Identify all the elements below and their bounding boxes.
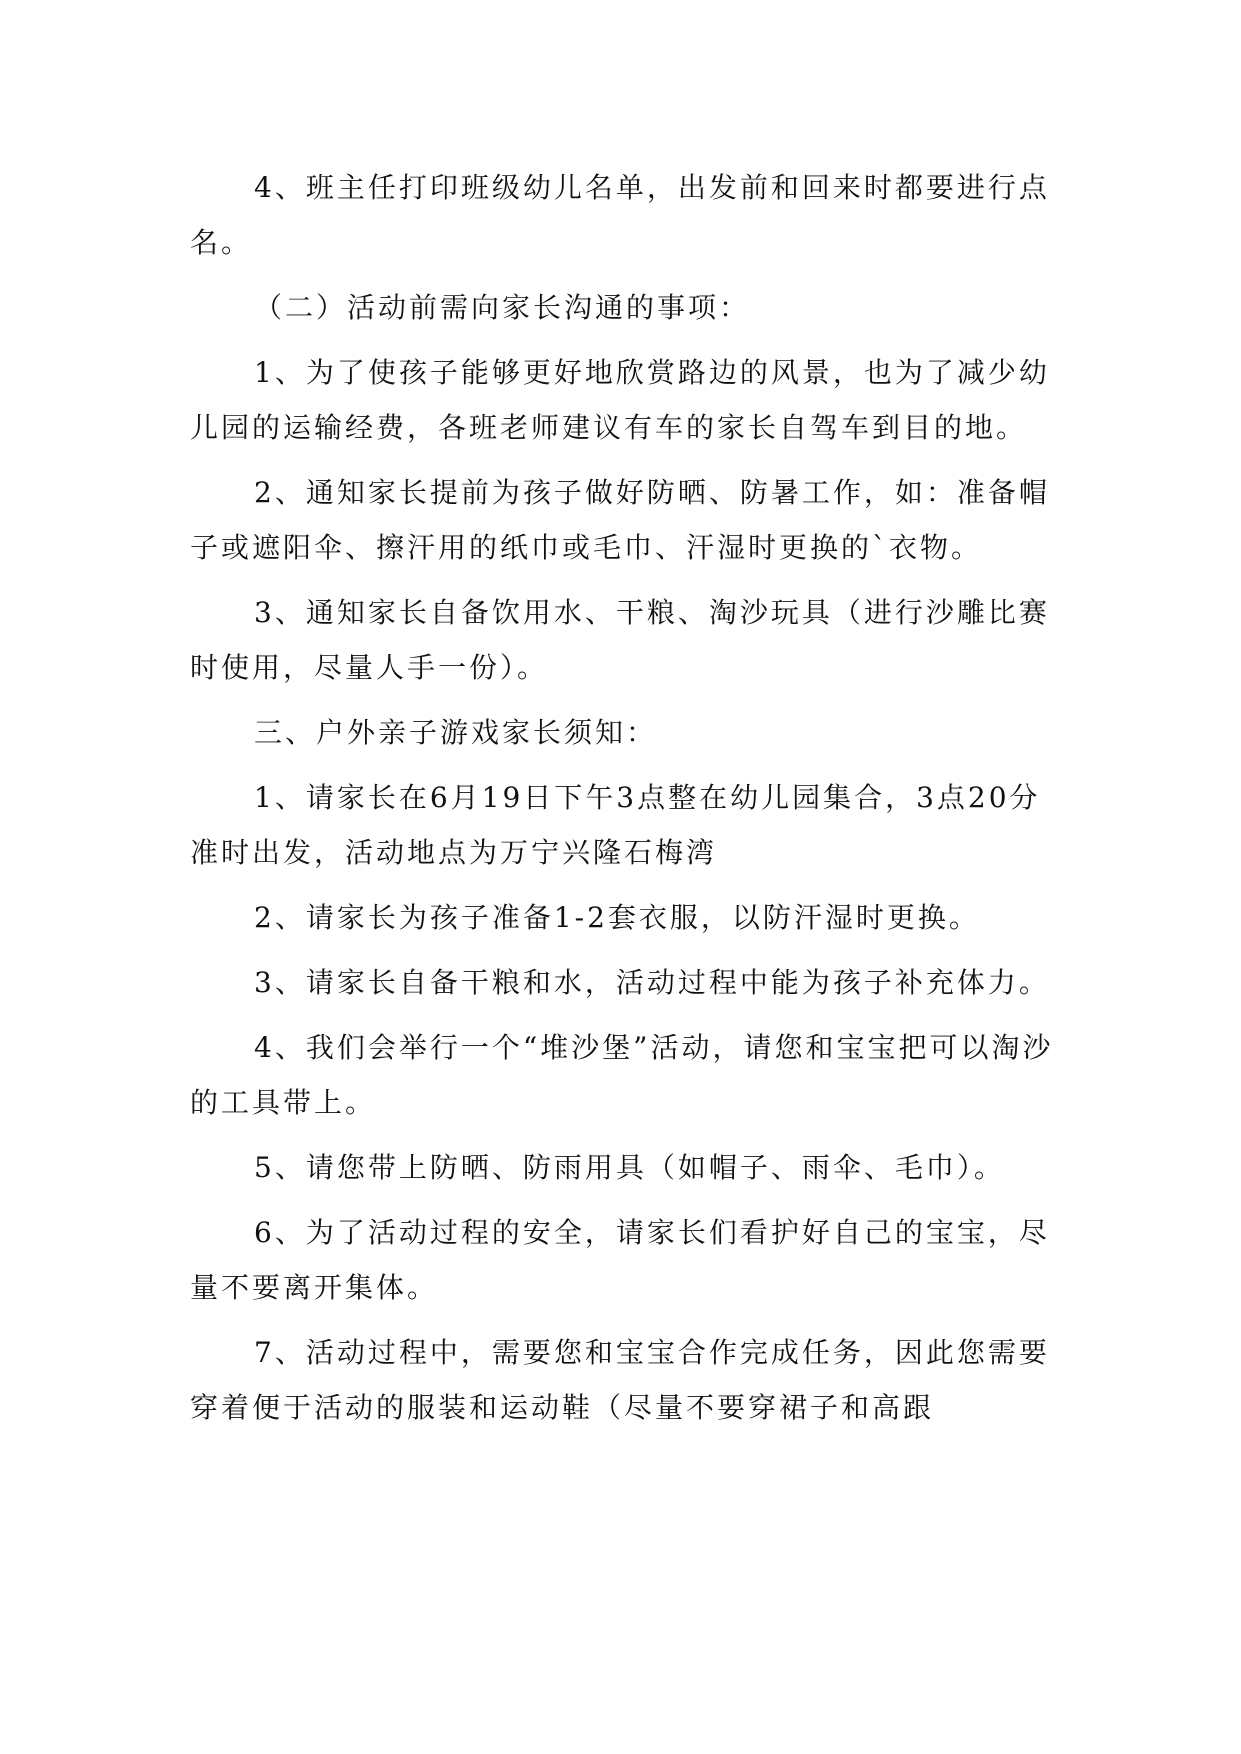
paragraph-notice-7-attire: 7、活动过程中，需要您和宝宝合作完成任务，因此您需要穿着便于活动的服装和运动鞋（尽量不要穿裙子和高跟 [190,1336,1050,1424]
paragraph-item-4-roll-call: 4、班主任打印班级幼儿名单，出发前和回来时都要进行点名。 [190,171,1050,259]
paragraph-notice-3-food-water: 3、请家长自备干粮和水，活动过程中能为孩子补充体力。 [254,966,1050,999]
section-heading-parent-communication: （二）活动前需向家长沟通的事项： [254,291,751,324]
paragraph-notice-5-rain-sun-gear: 5、请您带上防晒、防雨用具（如帽子、雨伞、毛巾）。 [254,1151,1005,1184]
paragraph-item-2-sun-protection: 2、通知家长提前为孩子做好防晒、防暑工作，如：准备帽子或遮阳伞、擦汗用的纸巾或毛巾、汗湿时更换的`衣物。 [190,476,1050,564]
paragraph-notice-1-meeting-time: 1、请家长在6月19日下午3点整在幼儿园集合，3点20分准时出发，活动地点为万宁兴隆石梅湾 [190,781,1041,869]
section-heading-outdoor-notice: 三、户外亲子游戏家长须知： [254,716,658,749]
paragraph-item-1-self-drive: 1、为了使孩子能够更好地欣赏路边的风景，也为了减少幼儿园的运输经费，各班老师建议有车的家长自驾车到目的地。 [190,356,1050,444]
paragraph-notice-2-clothes: 2、请家长为孩子准备1-2套衣服，以防汗湿时更换。 [254,901,980,934]
paragraph-item-3-supplies: 3、通知家长自备饮用水、干粮、淘沙玩具（进行沙雕比赛时使用，尽量人手一份）。 [190,596,1050,684]
paragraph-notice-6-safety: 6、为了活动过程的安全，请家长们看护好自己的宝宝，尽量不要离开集体。 [190,1216,1050,1304]
paragraph-notice-4-sandcastle: 4、我们会举行一个“堆沙堡”活动，请您和宝宝把可以淘沙的工具带上。 [190,1031,1054,1119]
document-body [190,160,1060,1445]
